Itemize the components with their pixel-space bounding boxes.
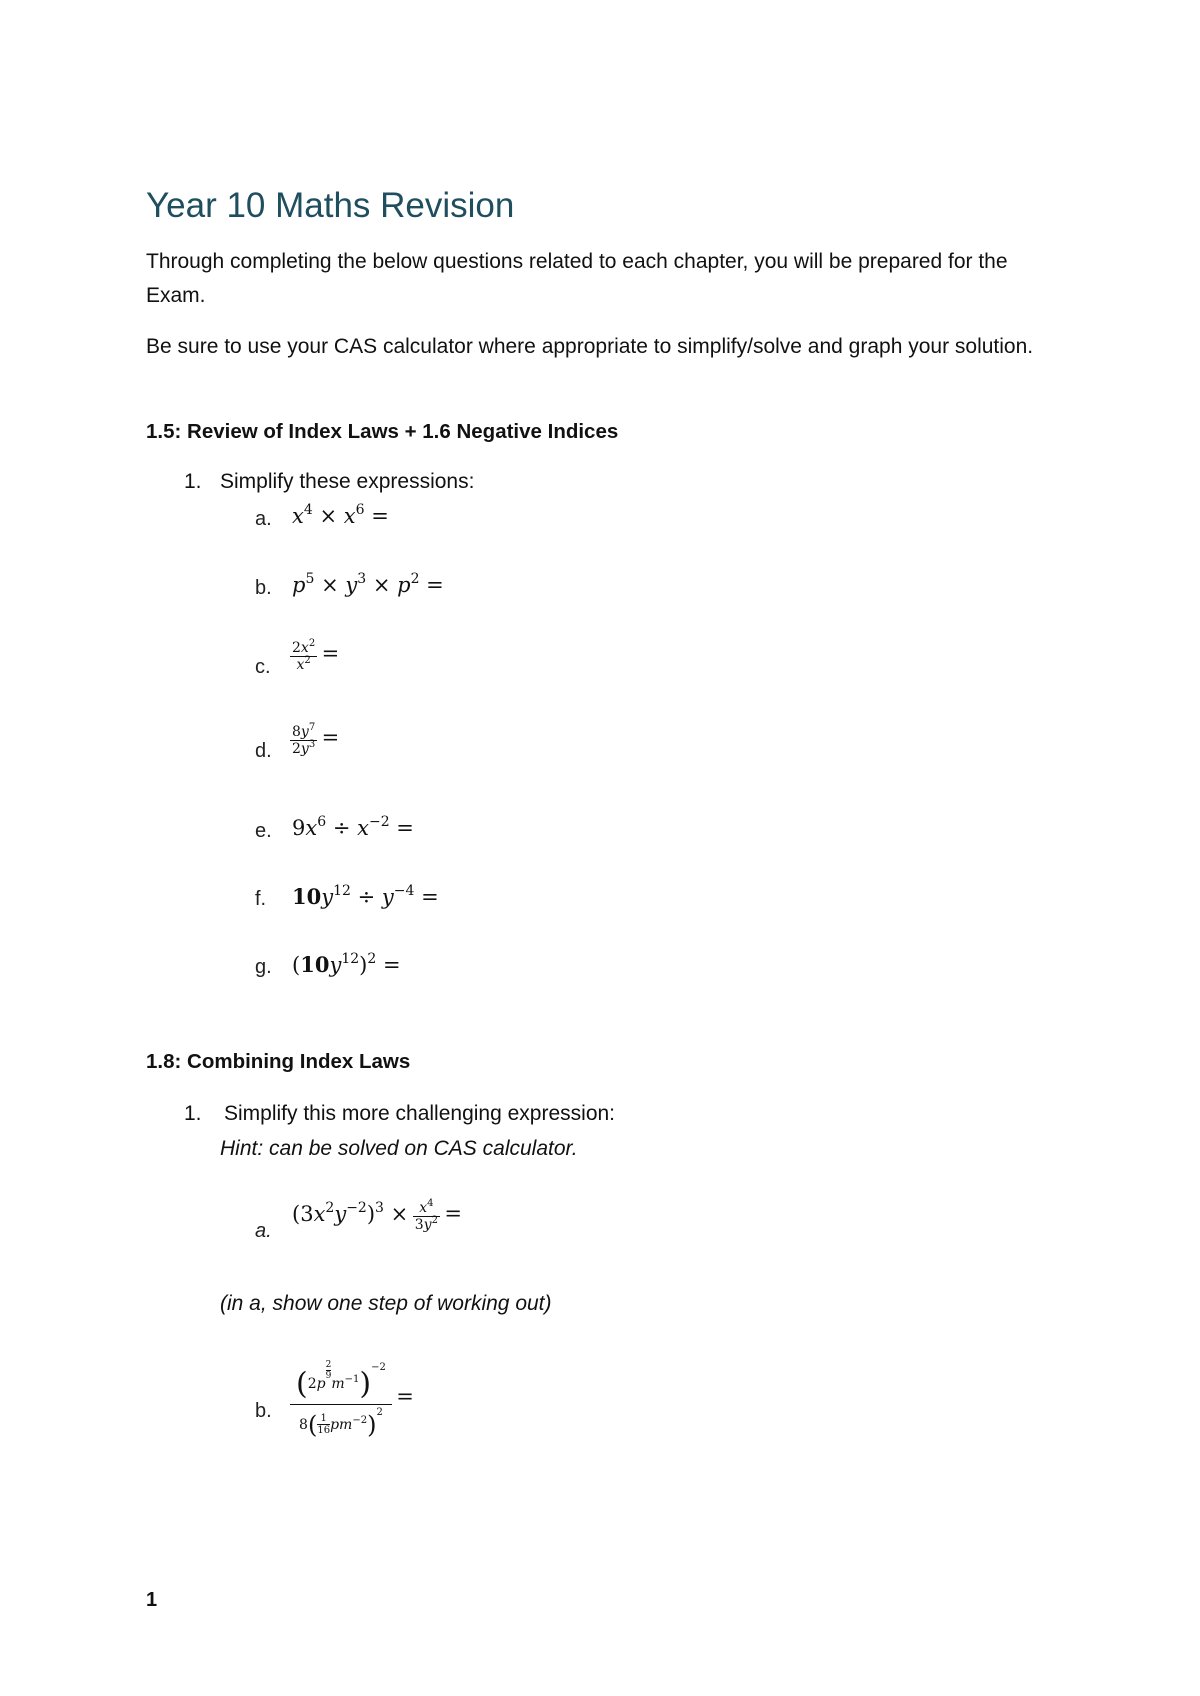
part-label-a: a. (255, 1220, 272, 1242)
intro-paragraph-2: Be sure to use your CAS calculator where appropriate to simplify/solve and graph your solution. (146, 335, 1034, 358)
part-label-a: a. (255, 508, 272, 530)
expression-c: $\frac{2x^2}{x^2}$ = (292, 638, 340, 673)
expression-a: $x^4 \times x^6$ = (292, 502, 389, 528)
question-number: 1. (184, 470, 202, 493)
part-label-e: e. (255, 820, 272, 842)
question-text: Simplify this more challenging expression: (224, 1102, 616, 1125)
expression-e: $9x^6 \div x^{-2}$ = (292, 814, 414, 840)
expression-d: $\frac{8y^7}{2y^3}$ = (292, 722, 340, 757)
working-out-note: (in a, show one step of working out) (220, 1292, 552, 1315)
question-text: Simplify these expressions: (220, 470, 475, 493)
expression-challenge-b: (2p $^{\frac{2}{9}}$ $m^{-1})^{-2}$ 8( $\frac{1}{16}$ $pm^{-2})^2$ = (290, 1360, 414, 1439)
page-title: Year 10 Maths Revision (146, 186, 515, 225)
part-label-f: f. (255, 888, 267, 910)
section-heading-index-laws: 1.5: Review of Index Laws + 1.6 Negative Indices (146, 420, 619, 443)
part-label-b: b. (255, 577, 272, 599)
page-number: 1 (146, 1589, 158, 1611)
expression-f: $10y^{12} \div y^{-4}$ = (292, 883, 439, 909)
expression-challenge-a: $(3x^2y^{-2})^3$ × $\frac{x^4}{3y^2}$ = (292, 1198, 462, 1233)
section-heading-combining-index-laws: 1.8: Combining Index Laws (146, 1050, 411, 1073)
expression-g: $(10y^{12})^2$ = (292, 951, 401, 977)
intro-paragraph-1: Through completing the below questions related to each chapter, you will be prepared for the Exam. (146, 250, 1008, 307)
expression-b: $p^5 \times y^3 \times p^2$ = (292, 571, 444, 597)
part-label-g: g. (255, 956, 272, 978)
part-label-c: c. (255, 656, 271, 678)
hint-text: Hint: can be solved on CAS calculator. (220, 1137, 578, 1160)
part-label-b: b. (255, 1400, 272, 1422)
part-label-d: d. (255, 740, 272, 762)
question-number: 1. (184, 1102, 202, 1125)
